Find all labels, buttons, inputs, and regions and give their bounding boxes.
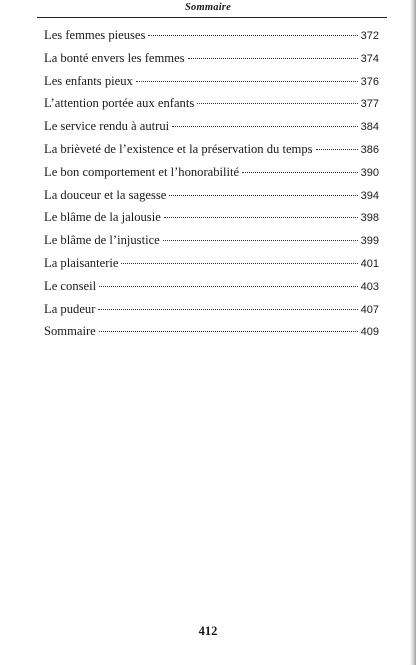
toc-entry [44, 252, 379, 275]
toc-entry [44, 115, 379, 138]
dot-leader [316, 149, 358, 150]
toc-entry-title: Le conseil [44, 278, 97, 293]
dot-leader [148, 35, 357, 36]
toc-entry [44, 92, 379, 115]
toc-entry-page: 374 [360, 52, 379, 65]
page-edge-shadow [410, 0, 416, 665]
toc-entry-title: Le blâme de l’injustice [44, 233, 160, 248]
toc-entry-title: La pudeur [44, 301, 96, 316]
toc-entry-page: 377 [360, 98, 379, 111]
table-of-contents [44, 24, 379, 343]
toc-entry-title: La brièveté de l’existence et la préservation du temps [44, 141, 313, 156]
toc-entry-page: 376 [360, 75, 379, 88]
dot-leader [242, 172, 357, 173]
toc-entry-page: 372 [360, 30, 379, 42]
toc-entry [44, 24, 379, 47]
toc-entry [44, 320, 379, 343]
toc-entry-title: Le blâme de la jalousie [44, 210, 161, 225]
dot-leader [99, 286, 358, 287]
toc-entry-title: Le service rendu à autrui [44, 119, 170, 134]
dot-leader [169, 195, 357, 196]
toc-entry-page: 394 [360, 189, 379, 202]
toc-entry-title: Le bon comportement et l’honorabilité [44, 164, 240, 179]
toc-entry-title: La douceur et la sagesse [44, 187, 167, 202]
toc-entry-title: Les femmes pieuses [44, 28, 146, 42]
toc-entry-page: 399 [360, 235, 379, 248]
toc-entry-page: 386 [360, 143, 379, 156]
toc-entry-page: 384 [360, 121, 379, 134]
toc-entry [44, 184, 379, 207]
dot-leader [99, 331, 358, 332]
toc-entry-title: Sommaire [44, 324, 96, 339]
dot-leader [188, 58, 358, 59]
toc-entry-title: Les enfants pieux [44, 73, 133, 88]
toc-entry-page: 409 [360, 326, 379, 339]
dot-leader [197, 103, 357, 104]
dot-leader [172, 126, 357, 127]
toc-entry-page: 407 [360, 303, 379, 316]
toc-entry-page: 390 [360, 166, 379, 179]
toc-entry [44, 206, 379, 229]
toc-entry [44, 275, 379, 298]
dot-leader [136, 81, 358, 82]
toc-entry [44, 47, 379, 70]
dot-leader [163, 240, 358, 241]
running-header: Sommaire [185, 2, 231, 13]
toc-entry-page: 401 [360, 257, 379, 270]
page-number: 412 [198, 624, 218, 638]
header-rule [37, 17, 387, 18]
toc-entry [44, 70, 379, 93]
toc-entry-title: La bonté envers les femmes [44, 50, 185, 65]
toc-entry-page: 403 [360, 280, 379, 293]
toc-entry-page: 398 [360, 212, 379, 225]
dot-leader [164, 217, 358, 218]
toc-entry-title: La plaisanterie [44, 255, 119, 270]
toc-entry [44, 161, 379, 184]
dot-leader [121, 263, 357, 264]
toc-entry [44, 138, 379, 161]
dot-leader [98, 309, 357, 310]
toc-entry-title: L’attention portée aux enfants [44, 96, 195, 111]
toc-entry [44, 298, 379, 321]
toc-entry [44, 229, 379, 252]
